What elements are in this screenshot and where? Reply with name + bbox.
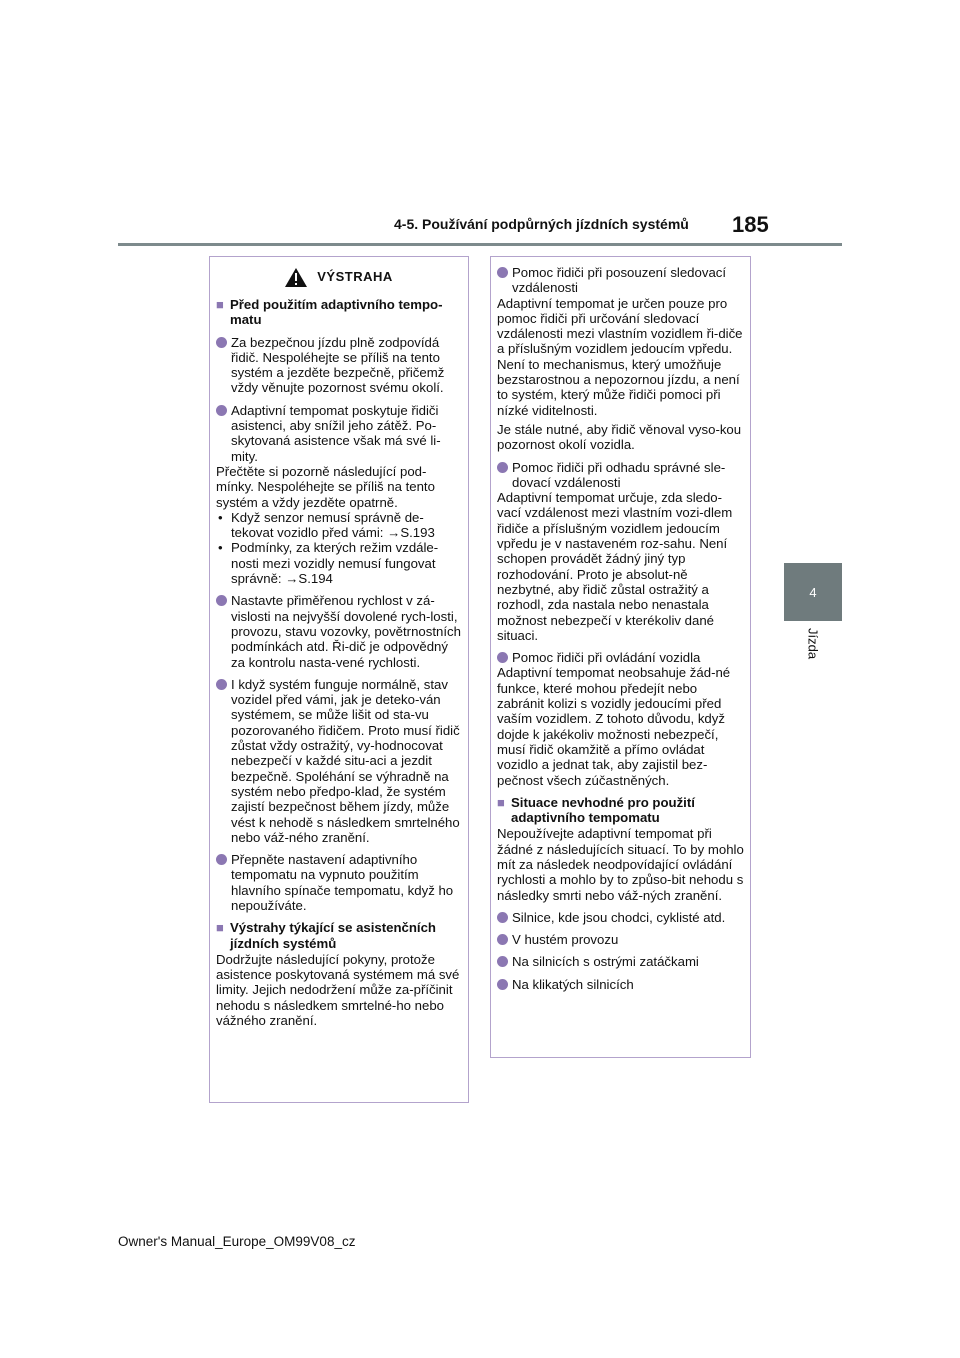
paragraph: Adaptivní tempomat je určen pouze pro pomoc řidiči při určování sledovací vzdálenosti mezi vlastním vozidlem ři-diče a příslušným vozidlem jedoucím vpředu. Není to mechanismus, který umožňuje bezstarostnou a nepozornou jízdu, a není to systém, který může řidiči pomoci při nízké viditelnosti. [497, 295, 743, 418]
page-number: 185 [732, 212, 769, 237]
dash-text: Když senzor nemusí správně de-tekovat vozidlo před vámi: →S.193 [231, 509, 435, 541]
list-item [216, 335, 462, 396]
circle-bullet-icon [216, 337, 227, 348]
bullet-text: Pomoc řidiči při ovládání vozidla [512, 650, 701, 666]
paragraph: Adaptivní tempomat neobsahuje žád-né funkce, které mohou předejít nebo zabránit kolizi s vozidly jedoucími před vaším vozidlem. Z tohoto důvodu, když dojde k jakékoliv možnosti nebezpečí, musí řidič okamžitě a přímo ovládat vozidlo a jednat tak, aby zajistil bez-pečnost všech zúčastněných. [497, 665, 731, 788]
list-item [497, 977, 744, 992]
paragraph: Adaptivní tempomat určuje, zda sledo-vací vzdálenost mezi vlastním vozi-dlem řidiče a příslušným vozidlem jedoucím vpředu je v nastaveném roz-sahu. Není schopen provádět žádný jiný typ rozhodování. Proto je absolut-ně nezbytné, aby řidič zůstal ostražitý a rozhodl, zda nastala nebo nenastala možnost nebezpečí v kterékoliv dané situaci. [497, 490, 733, 643]
list-item [216, 677, 462, 845]
bullet-text: Pomoc řidiči při posouzení sledovací vzdálenosti [512, 265, 727, 296]
bullet-text: Adaptivní tempomat poskytuje řidiči asistenci, aby snížil jeho zátěž. Po-skytovaná asistence však má své li-mity. [231, 402, 441, 464]
section-heading [216, 920, 462, 951]
bullet-text: Na klikatých silnicích [512, 976, 634, 992]
list-item [216, 593, 462, 669]
bullet-text: I když systém funguje normálně, stav vozidel před vámi, jak je deteko-ván systémem, se může lišit od sta-vu pozorovaného řidičem. Proto musí řidič zůstat vždy ostražitý, vy-hodnocovat nebezpečí v každé situ-aci a jezdit bezpečně. Spoléhání se výhradně na systém nebo předpo-klad, že systém zajistí bezpečnost během jízdy, může vést k nehodě s následkem smrtelného nebo váž-ného zranění. [231, 676, 460, 845]
list-item [497, 910, 744, 925]
dash-item [216, 510, 462, 541]
circle-bullet-icon [497, 956, 508, 967]
list-item [497, 460, 744, 491]
circle-bullet-icon [497, 934, 508, 945]
paragraph: Přečtěte si pozorně následující pod-mínky. Nespoléhejte se příliš na tento systém a vždy jezděte opatrně. [216, 463, 435, 510]
warning-box-right [490, 256, 751, 1058]
header-rule [118, 243, 842, 246]
heading-text: Výstrahy týkající se asistenčních jízdních systémů [230, 920, 436, 951]
paragraph: Je stále nutné, aby řidič věnoval vyso-kou pozornost okolí vozidla. [497, 421, 742, 453]
circle-bullet-icon [216, 405, 227, 416]
dash-bullet-icon: • [218, 540, 223, 556]
square-bullet-icon: ■ [497, 794, 505, 810]
bullet-text: V hustém provozu [512, 932, 619, 948]
circle-bullet-icon [497, 979, 508, 990]
list-item [497, 265, 744, 296]
circle-bullet-icon [216, 595, 227, 606]
square-bullet-icon: ■ [216, 920, 224, 936]
section-heading [216, 297, 462, 328]
list-item [497, 650, 744, 665]
dash-bullet-icon: • [218, 509, 223, 525]
list-item [497, 954, 744, 969]
paragraph: Dodržujte následující pokyny, protože asistence poskytovaná systémem má své limity. Jejich nedodržení může za-příčinit nehodu s následkem smrtelné-ho nebo vážného zranění. [216, 951, 460, 1029]
chapter-tab [784, 563, 842, 621]
chapter-number: 4 [809, 584, 817, 600]
list-item [216, 852, 462, 913]
bullet-text: Silnice, kde jsou chodci, cyklisté atd. [512, 909, 726, 925]
heading-text: Situace nevhodné pro použití adaptivního tempomatu [511, 794, 695, 826]
dash-text: Podmínky, za kterých režim vzdále-nosti mezi vozidly nemusí fungovat správně: →S.194 [231, 540, 439, 587]
bullet-text: Za bezpečnou jízdu plně zodpovídá řidič. Nespoléhejte se příliš na tento systém a jezděte bezpečně, přičemž vždy věnujte pozornost svému okolí. [231, 334, 445, 396]
bullet-text: Na silnicích s ostrými zatáčkami [512, 954, 699, 970]
circle-bullet-icon [497, 912, 508, 923]
paragraph: Nepoužívejte adaptivní tempomat při žádné z následujících situací. To by mohlo mít za následek neodpovídající ovládání rychlosti a mohlo by to způso-bit nehodu s následky smrti nebo váž-ných zranění. [497, 826, 744, 903]
heading-text: Před použitím adaptivního tempo-matu [230, 297, 443, 328]
list-item [216, 403, 462, 464]
section-heading [497, 795, 744, 826]
bullet-text: Nastavte přiměřenou rychlost v zá-vislosti na nejvyšší dovolené rych-losti, provozu, stavu vozovky, povětrnostních podmínkách atd. Ři-dič je odpovědný za kontrolu nasta-vené rychlosti. [231, 593, 461, 670]
chapter-label: Jízda [805, 628, 821, 660]
circle-bullet-icon [497, 267, 508, 278]
dash-item [216, 540, 462, 586]
square-bullet-icon: ■ [216, 297, 224, 312]
circle-bullet-icon [216, 854, 227, 865]
section-title: 4-5. Používání podpůrných jízdních systémů [394, 216, 689, 232]
bullet-text: Přepněte nastavení adaptivního tempomatu na vypnuto použitím hlavního spínače tempomatu, když ho nepoužíváte. [231, 852, 454, 913]
circle-bullet-icon [216, 679, 227, 690]
circle-bullet-icon [497, 462, 508, 473]
bullet-text: Pomoc řidiči při odhadu správné sle-dovací vzdálenosti [512, 459, 726, 490]
warning-title: VÝSTRAHA [317, 269, 393, 285]
circle-bullet-icon [497, 652, 508, 663]
warning-triangle-icon [285, 268, 307, 287]
warning-header [216, 265, 462, 289]
list-item [497, 932, 744, 947]
warning-box-left [209, 256, 469, 1103]
footer-text: Owner's Manual_Europe_OM99V08_cz [118, 1234, 356, 1249]
